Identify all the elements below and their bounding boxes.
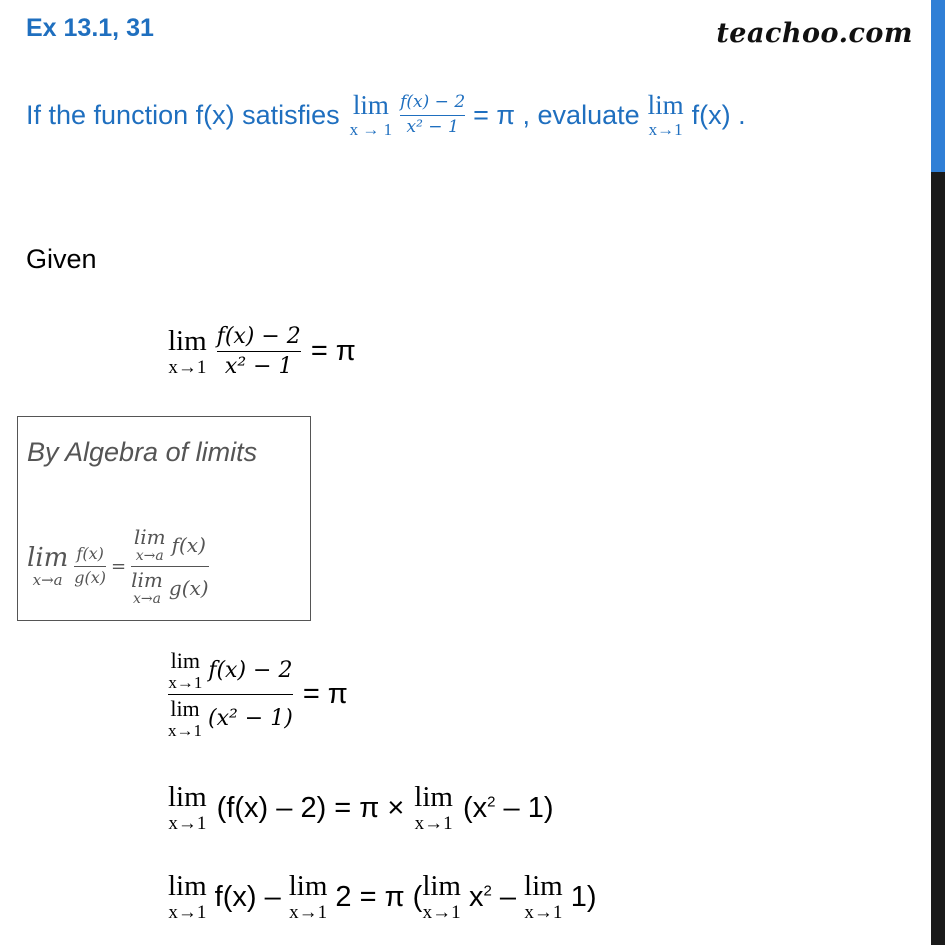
step3-part-b: $(x^2 - 1)$ [462, 791, 554, 824]
lim-word: lim [352, 90, 389, 120]
lim-subscript: x→1 [168, 902, 207, 923]
fraction-bar [74, 566, 106, 567]
limit [422, 872, 461, 922]
lim-subscript: x→1 [168, 721, 202, 740]
fraction-numerator [168, 650, 292, 691]
note-limit [27, 545, 68, 588]
lim-subscript: x→1 [289, 902, 328, 923]
lim-word: lim [170, 648, 200, 673]
limit [289, 872, 328, 922]
step4-part-a: f(x) – [214, 880, 281, 913]
lim-subscript: x→1 [168, 813, 207, 834]
limit [414, 783, 453, 833]
question-fraction [400, 91, 466, 137]
lim-word: lim [168, 781, 207, 813]
lim-word: lim [414, 781, 453, 813]
lim-subscript: x→1 [168, 673, 203, 692]
lim-word: lim [168, 324, 207, 357]
limit [168, 698, 202, 739]
limit [524, 872, 563, 922]
lim-word: lim [168, 870, 207, 902]
rhs-denominator-expr: g(x) [168, 575, 209, 600]
lim-word: lim [133, 525, 166, 549]
fraction-denominator: g(x) [74, 568, 107, 587]
lim-subscript: x→1 [168, 356, 207, 378]
lim-subscript: x→1 [648, 120, 683, 139]
limit [168, 650, 202, 691]
question-text [26, 92, 746, 138]
step-split-limit [168, 650, 348, 739]
denominator-expr: (x² − 1) [208, 705, 293, 731]
lim-subscript: x→1 [414, 813, 453, 834]
exercise-title: Ex 13.1, 31 [26, 14, 154, 42]
step-given-limit [168, 325, 356, 378]
note-lhs-fraction [74, 546, 106, 587]
inner-limit [131, 570, 163, 606]
step3-part-a: (f(x) – 2) = π × [216, 791, 405, 824]
limit [168, 872, 207, 922]
fraction-denominator [168, 698, 293, 739]
note-formula [27, 527, 209, 606]
note-title: By Algebra of limits [27, 437, 258, 467]
lim-word: lim [170, 696, 200, 721]
fraction [217, 325, 301, 378]
note-equals: = [111, 556, 127, 577]
question-limit [350, 92, 393, 138]
numerator-expr: f(x) − 2 [208, 657, 293, 683]
note-rhs-fraction [131, 527, 208, 606]
question-limit-2 [648, 92, 684, 138]
lim-word: lim [524, 870, 563, 902]
brand-logo: teachoo.com [716, 18, 913, 49]
lim-subscript: x→a [32, 571, 63, 589]
fraction-bar [400, 115, 465, 116]
fraction-denominator: x² − 1 [224, 354, 293, 380]
limit [168, 783, 207, 833]
fraction-numerator: f(x) − 2 [400, 91, 466, 112]
fraction-denominator: x² − 1 [406, 116, 459, 137]
equals-pi: = π [310, 335, 356, 368]
lim-word: lim [131, 568, 163, 592]
step4-part-d: 1) [570, 880, 597, 913]
fraction-numerator [134, 527, 206, 563]
step-multiply [168, 783, 554, 833]
lim-word: lim [422, 870, 461, 902]
lim-word: lim [288, 870, 328, 902]
lim-subscript: x→a [133, 591, 162, 607]
inner-limit [134, 527, 166, 563]
question-suffix: f(x) . [691, 99, 746, 130]
lim-subscript: x→1 [524, 902, 563, 923]
fraction [168, 650, 293, 739]
lim-subscript: x→a [135, 548, 164, 564]
limit [168, 324, 207, 378]
step-distribute [168, 872, 596, 922]
fraction-numerator: f(x) [76, 544, 104, 564]
equals-pi: = π [302, 678, 348, 710]
lim-subscript: x → 1 [349, 120, 393, 139]
scrollbar-thumb[interactable] [931, 0, 945, 172]
fraction-numerator: f(x) − 2 [216, 324, 301, 349]
given-label: Given [26, 244, 97, 274]
lim-word: lim [27, 543, 69, 573]
fraction-denominator [131, 570, 208, 606]
lim-word: lim [647, 90, 684, 120]
fraction-bar [131, 566, 208, 567]
question-prefix: If the function f(x) satisfies [26, 99, 340, 130]
lim-subscript: x→1 [422, 902, 461, 923]
fraction-bar [168, 694, 293, 695]
fraction-bar [217, 351, 301, 352]
step4-part-c: $x^2$ – [468, 880, 517, 913]
step4-part-b: 2 = π ( [335, 880, 423, 913]
rhs-numerator-expr: f(x) [171, 532, 206, 557]
question-equals: = π , evaluate [473, 99, 640, 130]
